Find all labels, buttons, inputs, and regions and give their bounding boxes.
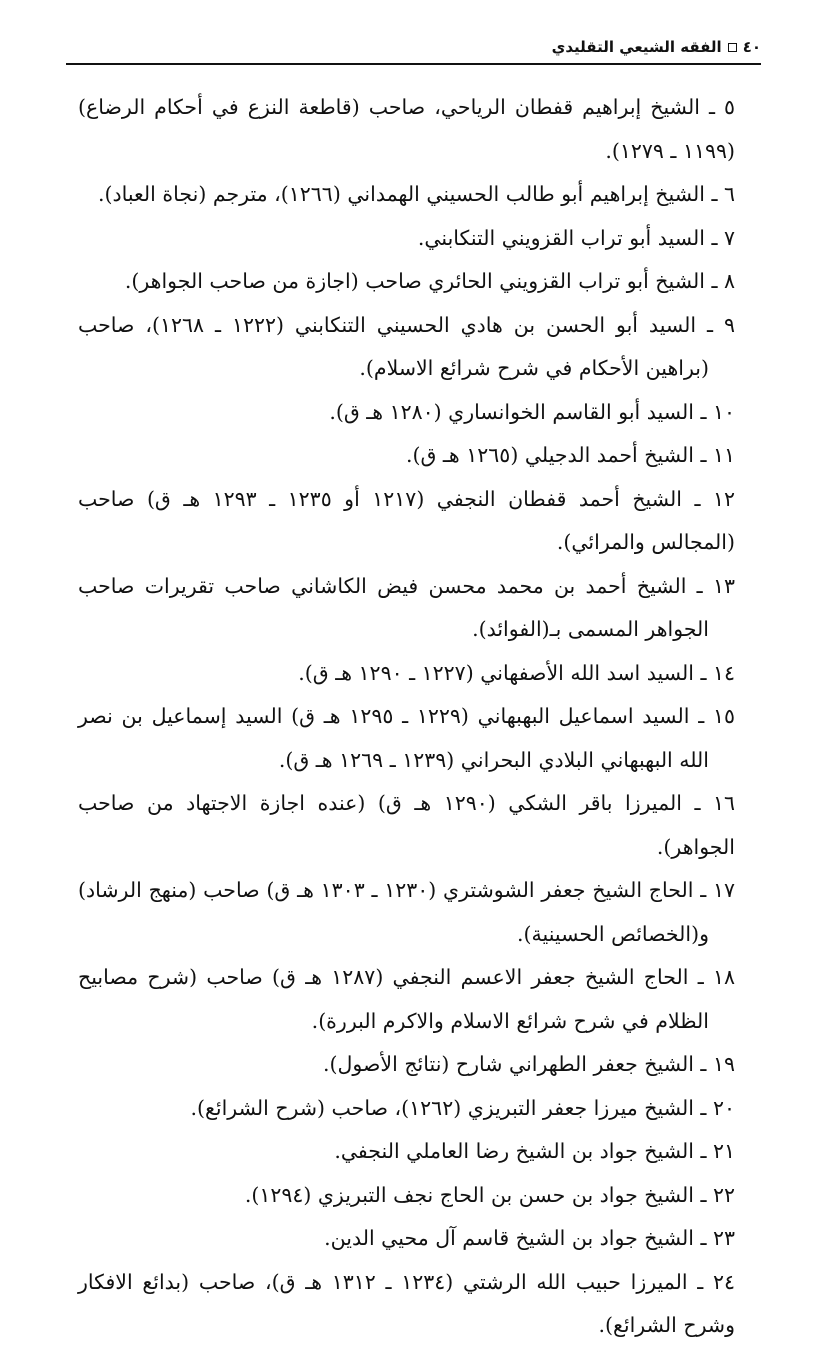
list-item: ١٨ ـ الحاج الشيخ جعفر الاعسم النجفي (١٢٨٧ هـ ق) صاحب (شرح مصابيح الظلام في شرح شرائع الاسلام والاكرم البررة). bbox=[78, 965, 735, 1033]
list-item: ١٣ ـ الشيخ أحمد بن محمد محسن فيض الكاشاني صاحب تقريرات صاحب الجواهر المسمى بـ(الفوائد). bbox=[78, 573, 735, 641]
list-item: ٢٣ ـ الشيخ جواد بن الشيخ قاسم آل محيي الدين. bbox=[324, 1226, 735, 1250]
list-item: ٨ ـ الشيخ أبو تراب القزويني الحائري صاحب (اجازة من صاحب الجواهر). bbox=[124, 269, 735, 293]
list-item: ٧ ـ السيد أبو تراب القزويني التنكابني. bbox=[417, 225, 735, 250]
list-item: ١٩ ـ الشيخ جعفر الطهراني شارح (نتائج الأصول). bbox=[323, 1052, 735, 1076]
page-number: ٤٠ bbox=[742, 38, 761, 56]
list-item: ٢٤ ـ الميرزا حبيب الله الرشتي (١٢٣٤ ـ ١٣١٢ هـ ق)، صاحب (بدائع الافكار وشرح الشرائع). bbox=[78, 1269, 735, 1337]
list-item: ١١ ـ الشيخ أحمد الدجيلي (١٢٦٥ هـ ق). bbox=[405, 443, 735, 467]
running-title: الفقه الشيعي التقليدي bbox=[551, 38, 722, 56]
list-item: ٢٢ ـ الشيخ جواد بن حسن بن الحاج نجف التبريزي (١٢٩٤). bbox=[244, 1182, 735, 1207]
entry-list bbox=[78, 86, 735, 1348]
list-item: ٩ ـ السيد أبو الحسن بن هادي الحسيني التنكابني (١٢٢٢ ـ ١٢٦٨)، صاحب (براهين الأحكام في شرح شرائع الاسلام). bbox=[78, 312, 735, 380]
list-item: ١٥ ـ السيد اسماعيل البهبهاني (١٢٢٩ ـ ١٢٩٥ هـ ق) السيد إسماعيل بن نصر الله البهبهاني البلادي البحراني (١٢٣٩ ـ ١٢٦٩ هـ ق). bbox=[78, 704, 735, 772]
list-item: ٥ ـ الشيخ إبراهيم قفطان الرياحي، صاحب (قاطعة النزع في أحكام الرضاع) (١١٩٩ ـ ١٢٧٩). bbox=[78, 95, 735, 163]
header-divider bbox=[66, 63, 761, 65]
list-item: ١٦ ـ الميرزا باقر الشكي (١٢٩٠ هـ ق) (عنده اجازة الاجتهاد من صاحب الجواهر). bbox=[78, 791, 736, 859]
square-bullet-icon bbox=[728, 43, 737, 52]
list-item: ١٤ ـ السيد اسد الله الأصفهاني (١٢٢٧ ـ ١٢٩٠ هـ ق). bbox=[298, 660, 735, 685]
list-item: ١٠ ـ السيد أبو القاسم الخوانساري (١٢٨٠ هـ ق). bbox=[329, 399, 735, 424]
list-item: ٢١ ـ الشيخ جواد بن الشيخ رضا العاملي النجفي. bbox=[334, 1139, 735, 1163]
list-item: ٢٠ ـ الشيخ ميرزا جعفر التبريزي (١٢٦٢)، صاحب (شرح الشرائع). bbox=[190, 1095, 735, 1120]
page-header bbox=[66, 30, 761, 64]
list-item: ١٢ ـ الشيخ أحمد قفطان النجفي (١٢١٧ أو ١٢٣٥ ـ ١٢٩٣ هـ ق) صاحب (المجالس والمرائي). bbox=[78, 486, 735, 554]
list-item: ١٧ ـ الحاج الشيخ جعفر الشوشتري (١٢٣٠ ـ ١٣٠٣ هـ ق) صاحب (منهج الرشاد) و(الخصائص الحسينية). bbox=[78, 878, 736, 946]
list-item: ٦ ـ الشيخ إبراهيم أبو طالب الحسيني الهمداني (١٢٦٦)، مترجم (نجاة العباد). bbox=[97, 182, 735, 206]
